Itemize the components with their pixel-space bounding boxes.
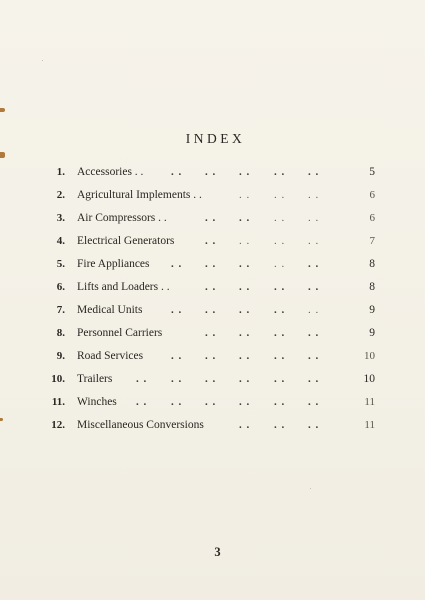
index-entry-miscellaneous-conversions	[0, 416, 425, 434]
leader-dots: . . . . . . . .	[205, 212, 320, 224]
entry-number: 2.	[56, 189, 65, 201]
entry-label: Lifts and Loaders . .	[77, 281, 170, 293]
entry-number: 4.	[56, 235, 65, 247]
index-entry-fire-appliances	[0, 255, 425, 273]
entry-label: Personnel Carriers	[77, 327, 163, 339]
entry-number: 11.	[51, 396, 65, 408]
leader-dots: . . . . . . . .	[205, 327, 320, 339]
index-entry-winches	[0, 393, 425, 411]
entry-number: 8.	[56, 327, 65, 339]
entry-label: Miscellaneous Conversions	[77, 419, 204, 431]
entry-label: Accessories . .	[77, 166, 144, 178]
index-entry-accessories	[0, 163, 425, 181]
index-entry-personnel-carriers	[0, 324, 425, 342]
index-entry-lifts-and-loaders	[0, 278, 425, 296]
index-entry-medical-units	[0, 301, 425, 319]
entry-page: 8	[369, 258, 375, 270]
page-edge-mark	[0, 108, 5, 112]
entry-label: Fire Appliances	[77, 258, 150, 270]
index-entry-trailers	[0, 370, 425, 388]
entry-page: 9	[369, 304, 375, 316]
entry-number: 1.	[56, 166, 65, 178]
entry-page: 5	[369, 166, 375, 178]
leader-dots: . . . . . . . . . .	[171, 304, 320, 316]
index-title: INDEX	[185, 131, 246, 146]
entry-page: 8	[369, 281, 375, 293]
entry-number: 10.	[51, 373, 65, 385]
entry-label: Air Compressors . .	[77, 212, 167, 224]
page-edge-mark	[0, 152, 5, 158]
entry-number: 9.	[56, 350, 65, 362]
page-number: 3	[214, 545, 221, 559]
paper-speck	[42, 60, 43, 61]
entry-label: Electrical Generators	[77, 235, 175, 247]
leader-dots: . . . . . . . .	[205, 281, 320, 293]
paper-speck	[310, 488, 311, 489]
index-entry-air-compressors	[0, 209, 425, 227]
entry-page: 6	[369, 212, 375, 224]
index-entry-road-services	[0, 347, 425, 365]
leader-dots: . . . . . . . . . . . .	[136, 396, 320, 408]
entry-page: 10	[363, 373, 375, 385]
entry-number: 7.	[56, 304, 65, 316]
entry-number: 12.	[51, 419, 65, 431]
leader-dots: . . . . . .	[239, 419, 320, 431]
leader-dots: . . . . . . . . . . . .	[136, 373, 320, 385]
entry-page: 6	[369, 189, 375, 201]
entry-number: 5.	[56, 258, 65, 270]
entry-page: 10	[364, 350, 375, 362]
leader-dots: . . . . . . . . . .	[171, 350, 320, 362]
leader-dots: . . . . . . . . . .	[171, 166, 320, 178]
index-entry-electrical-generators	[0, 232, 425, 250]
leader-dots: . . . . . .	[239, 189, 320, 201]
leader-dots: . . . . . . . . . .	[171, 258, 320, 270]
entry-page: 11	[364, 396, 375, 408]
entry-label: Agricultural Implements . .	[77, 189, 202, 201]
entry-label: Trailers	[77, 373, 113, 385]
index-entry-agricultural-implements	[0, 186, 425, 204]
entry-page: 9	[369, 327, 375, 339]
entry-label: Road Services	[77, 350, 144, 362]
entry-number: 3.	[56, 212, 65, 224]
entry-page: 7	[369, 235, 375, 247]
entry-label: Winches	[77, 396, 117, 408]
entry-number: 6.	[56, 281, 65, 293]
entry-page: 11	[364, 419, 375, 431]
entry-label: Medical Units	[77, 304, 143, 316]
leader-dots: . . . . . . . .	[205, 235, 320, 247]
